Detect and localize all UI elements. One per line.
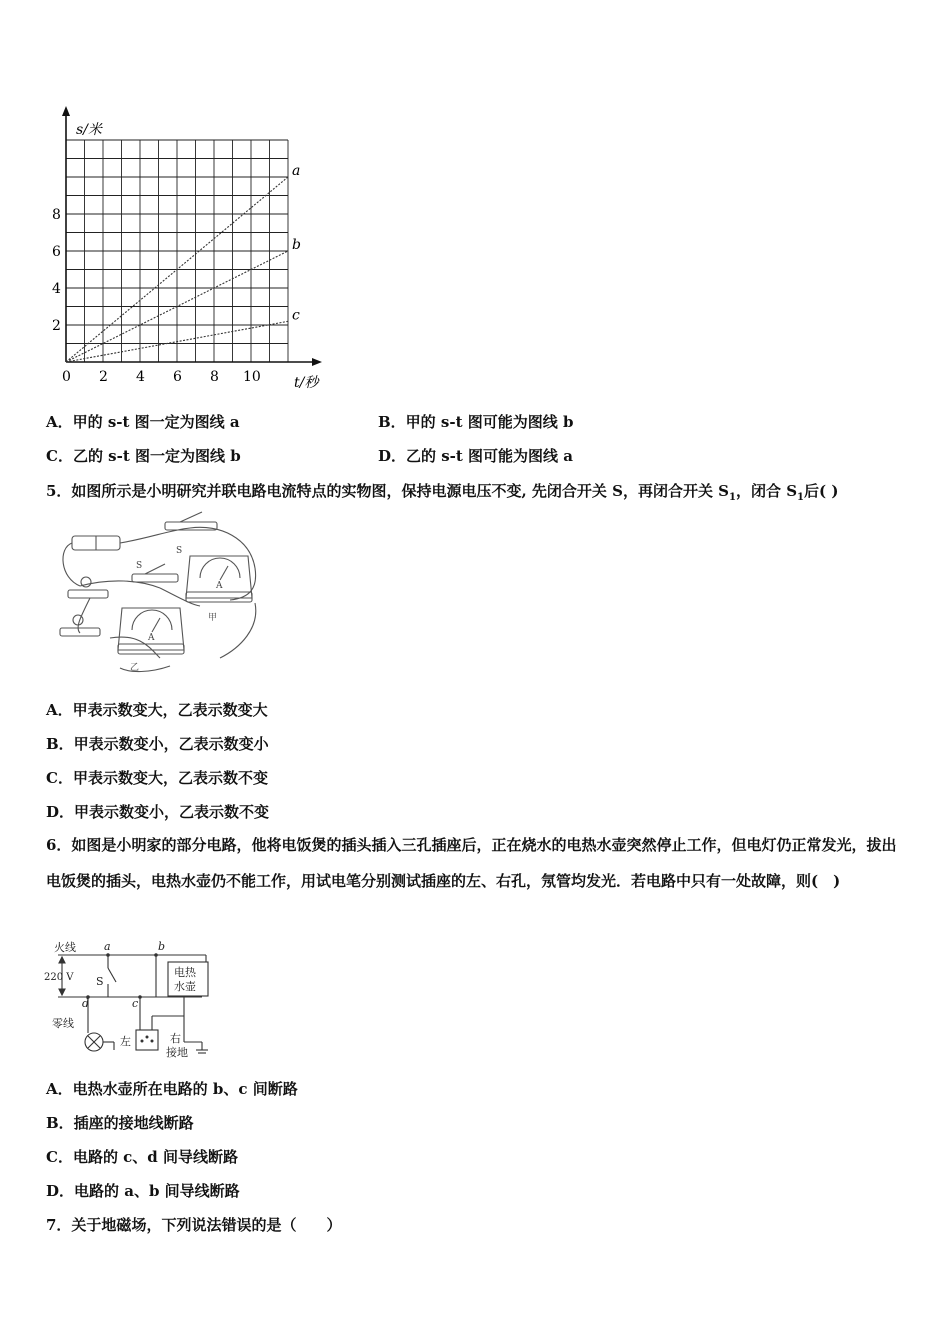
q6-label-fire: 火线: [54, 941, 76, 954]
bulb-1-icon: [81, 577, 91, 587]
x-tick-label: 4: [136, 369, 145, 385]
q6-option-b[interactable]: B．插座的接地线断路: [46, 1114, 194, 1132]
q5-option-b[interactable]: B．甲表示数变小，乙表示数变小: [46, 735, 269, 753]
q6-label-ground: 接地: [166, 1046, 188, 1059]
q6-label-right: 右: [170, 1032, 181, 1045]
q4-option-a[interactable]: A．甲的 s-t 图一定为图线 a: [46, 413, 240, 431]
x-axis-label: t/秒: [294, 375, 319, 391]
x-tick-label: 6: [173, 369, 182, 385]
bulb-2-icon: [73, 615, 83, 625]
x-tick-label: 10: [243, 369, 261, 385]
x-axis-arrow: [312, 358, 322, 366]
y-axis-label: s/米: [76, 122, 102, 138]
q6-label-b: b: [158, 940, 166, 953]
q5-option-a[interactable]: A．甲表示数变大，乙表示数变大: [46, 701, 268, 719]
q5-label-yi: 乙: [130, 663, 140, 673]
switch-s1-icon: [132, 574, 178, 582]
q6-label-left: 左: [120, 1035, 131, 1048]
q4-option-b[interactable]: B．甲的 s-t 图可能为图线 b: [378, 413, 574, 431]
q6-circuit-figure: [44, 938, 219, 1063]
q6-stem: 6．如图是小明家的部分电路，他将电饭煲的插头插入三孔插座后，正在烧水的电热水壶突然停止工作，但电灯仍正常发光，拔出电饭煲的插头，电热水壶仍不能工作，用试电笔分别测试插座的左、右孔，氖管均发光．若电路中只有一处故障，则( ): [46, 836, 897, 890]
q6-label-d: d: [82, 997, 90, 1010]
x-tick-label: 8: [210, 369, 219, 385]
y-tick-label: 6: [52, 244, 61, 260]
series-label-b: b: [292, 237, 301, 253]
graph-grid: [66, 140, 288, 362]
y-tick-label: 4: [52, 281, 61, 297]
q6-label-a: a: [104, 940, 111, 953]
q6-option-d[interactable]: D．电路的 a、b 间导线断路: [46, 1182, 240, 1200]
q5-label-s-top: S: [176, 546, 183, 556]
q5-label-s-mid: S: [136, 561, 143, 571]
q5-label-jia: 甲: [208, 613, 218, 623]
series-label-a: a: [292, 163, 301, 179]
graph-series: [66, 163, 301, 362]
y-axis-arrow: [62, 106, 70, 116]
q5-label-ammeter-1: A: [216, 581, 223, 591]
q6-option-a[interactable]: A．电热水壶所在电路的 b、c 间断路: [46, 1080, 298, 1098]
q6-label-voltage: 220 V: [44, 972, 74, 983]
socket-icon: [136, 1030, 158, 1050]
q5-circuit-figure: [50, 508, 270, 676]
q5-label-ammeter-2: A: [148, 633, 155, 643]
q6-label-switch: S: [96, 975, 104, 988]
y-tick-label: 2: [52, 318, 61, 334]
q6-label-neutral: 零线: [52, 1017, 74, 1030]
q5-stem: 5．如图所示是小明研究并联电路电流特点的实物图，保持电源电压不变, 先闭合开关 S，再闭合开关 $S_1$，闭合 $S_1$后( ): [46, 482, 839, 503]
q6-label-kettle-2: 水壶: [174, 980, 196, 993]
series-label-c: c: [292, 307, 300, 324]
y-tick-label: 8: [52, 207, 61, 223]
q4-option-c[interactable]: C．乙的 s-t 图一定为图线 b: [46, 447, 241, 465]
q5-option-c[interactable]: C．甲表示数变大，乙表示数不变: [46, 769, 268, 787]
q4-option-d[interactable]: D．乙的 s-t 图可能为图线 a: [378, 447, 573, 465]
q6-option-c[interactable]: C．电路的 c、d 间导线断路: [46, 1148, 239, 1166]
st-graph: [40, 100, 340, 400]
switch-s-icon: [165, 522, 217, 530]
q6-label-kettle-1: 电热: [174, 966, 196, 979]
x-tick-label: 2: [99, 369, 108, 385]
q6-label-c: c: [132, 997, 139, 1010]
x-tick-label: 0: [62, 369, 71, 385]
q5-option-d[interactable]: D．甲表示数变小，乙表示数不变: [46, 803, 270, 821]
q7-stem: 7．关于地磁场，下列说法错误的是（ ）: [46, 1216, 342, 1234]
